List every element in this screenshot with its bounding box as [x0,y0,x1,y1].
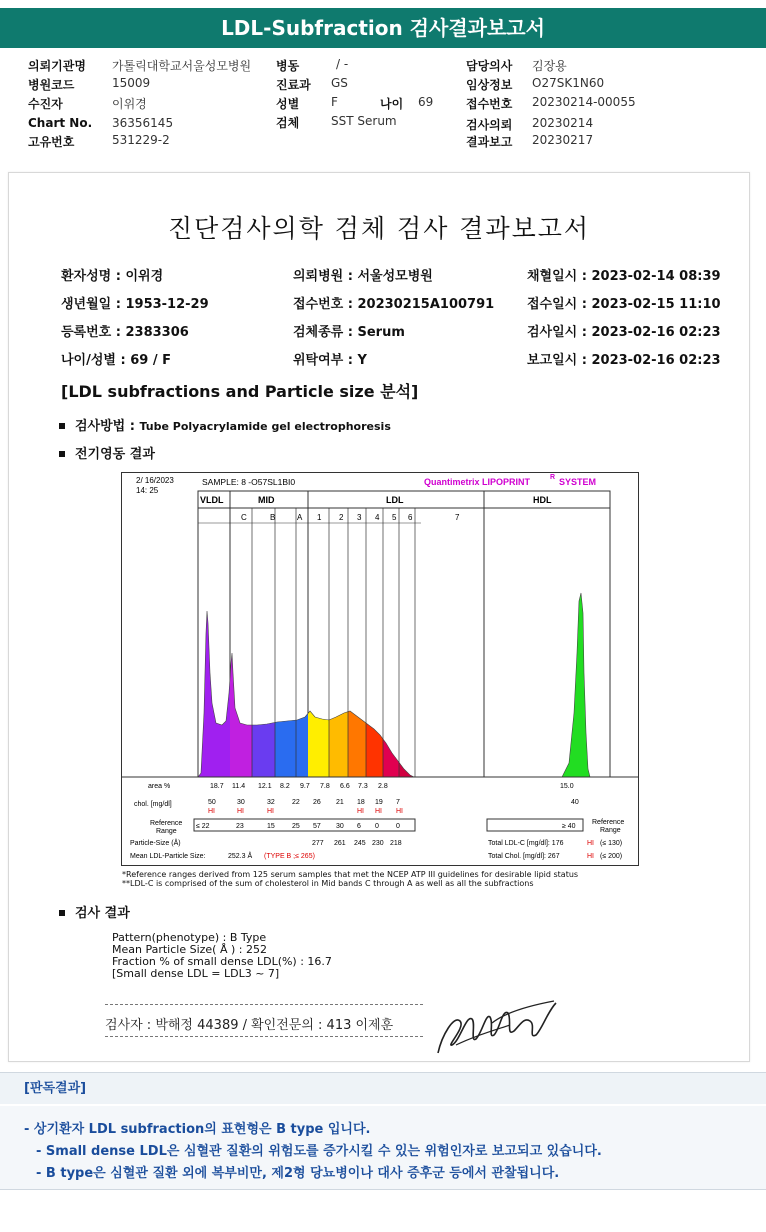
field-label: 접수번호 [466,97,513,111]
chol-value: 30 [237,799,245,806]
chol-value: 7 [396,799,400,806]
hdl-ref-label-2: Range [600,827,621,834]
particle-value: 230 [372,840,384,847]
report-header-title: LDL-Subfraction 검사결과보고서 [0,8,766,48]
field-label: 고유번호 [28,135,75,149]
field-value: 김장용 [532,59,567,73]
ref-row-group [196,823,576,830]
field-label: 검체 [276,116,300,130]
field-label: 진료과 [276,78,311,92]
result-label: 검사 결과 [75,906,130,921]
report-title: 진단검사의학 검체 검사 결과보고서 [167,214,591,243]
referring-hospital: 의뢰병원 : 서울성모병원 [293,269,433,284]
band-label: A [297,513,303,522]
result-item: Pattern(phenotype) : B Type [112,931,267,944]
bullet-icon [59,423,65,429]
area-value: 2.8 [378,783,388,790]
group-label-vldl: VLDL [200,495,224,505]
band-label: 5 [392,513,397,522]
signature-image [432,995,562,1057]
method-line [59,415,391,434]
verdict-line: - 상기환자 LDL subfraction의 표현형은 B type 입니다. [24,1122,371,1137]
total-chol: Total Chol. [mg/dl]: 267 [488,853,560,860]
result-item: [Small dense LDL = LDL3 ~ 7] [112,967,280,980]
band-labels-group [241,513,460,522]
field-value: / - [336,57,349,71]
patient-name: 환자성명 : 이위경 [61,269,164,284]
field-value: SST Serum [331,114,397,128]
particle-row-label: Particle-Size (Å) [130,840,181,847]
particle-row-group [312,840,402,847]
field-label: 결과보고 [466,135,513,149]
tested-time: 검사일시 : 2023-02-16 02:23 [527,325,721,340]
chol-hi-flag: HI [267,808,274,815]
chol-value: 26 [313,799,321,806]
ref-value: 0 [375,823,379,830]
ref-value: 23 [236,823,244,830]
field-label: 담당의사 [466,59,513,73]
chol-value: 19 [375,799,383,806]
chart-date: 2/ 16/2023 [136,476,174,485]
bullet-icon [59,451,65,457]
particle-value: 261 [334,840,346,847]
band-label: 7 [455,513,460,522]
field-value: F [331,95,338,109]
received-time: 접수일시 : 2023-02-15 11:10 [527,297,721,312]
group-label-ldl: LDL [386,495,404,505]
band-label: B [270,513,276,522]
field-value: O27SK1N60 [532,76,605,90]
field-label: 병동 [276,59,300,73]
hdl-chol-value: 40 [571,799,579,806]
area-value: 11.4 [232,783,246,790]
area-value: 7.8 [320,783,330,790]
chart-brand-suffix: SYSTEM [559,477,597,487]
electrophoresis-label: 전기영동 결과 [75,447,155,462]
band-label: 2 [339,513,344,522]
chart-time: 14: 25 [136,486,159,495]
ref-value: 57 [313,823,321,830]
area-segment [383,739,399,777]
area-segment [366,723,383,777]
result-item: Fraction % of small dense LDL(%) : 16.7 [112,955,332,968]
verdict-line: - Small dense LDL은 심혈관 질환의 위험도를 증가시킬 수 있는 위험인자로 보고되고 있습니다. [36,1144,602,1159]
chol-row-group [208,799,579,815]
chol-row-label: chol. [mg/dl] [134,801,172,808]
specimen-type: 검체종류 : Serum [293,325,405,340]
result-list [112,932,332,980]
total-chol-hi: HI [587,853,594,860]
lipoprint-chart-svg [122,473,638,865]
method-value: Tube Polyacrylamide gel electrophoresis [139,420,391,433]
field-value: 69 [418,95,434,109]
verdict-line: - B type은 심혈관 질환 외에 복부비만, 제2형 당뇨병이나 대사 증후군 등에서 관찰됩니다. [36,1166,560,1181]
total-ldl-ref: (≤ 130) [600,840,623,847]
area-segment [198,611,230,777]
chart-brand-reg: R [550,474,556,481]
chol-hi-flag: HI [208,808,215,815]
particle-value: 218 [390,840,402,847]
area-segment [252,722,275,777]
field-label: 검사의뢰 [466,118,513,132]
area-row-group [210,783,574,790]
area-segment [399,762,415,777]
band-label: 6 [408,513,413,522]
chol-hi-flag: HI [237,808,244,815]
group-label-hdl: HDL [533,495,552,505]
patient-reg-no: 등록번호 : 2383306 [61,325,189,340]
patient-age-sex: 나이/성별 : 69 / F [61,353,172,368]
ref-value: 15 [267,823,275,830]
method-label: 검사방법 : [75,419,140,434]
mean-size-value: 252.3 Å [228,853,253,860]
area-row-label: area % [148,783,171,790]
hdl-ref-label-1: Reference [592,819,625,826]
result-item: Mean Particle Size( Å ) : 252 [112,943,267,956]
field-label: Chart No. [28,116,93,130]
hdl-ref-value: ≥ 40 [562,823,576,830]
ref-value: 30 [336,823,344,830]
field-value: 15009 [112,76,151,90]
chart-sample: SAMPLE: 8 -O57SL1BI0 [202,477,296,487]
chol-value: 32 [267,799,275,806]
lipoprint-chart [121,472,639,866]
chol-value: 50 [208,799,216,806]
bullet-icon [59,910,65,916]
chol-value: 18 [357,799,365,806]
section-title: [LDL subfractions and Particle size 분석] [61,382,419,401]
chart-notes [122,870,578,888]
area-segment [230,653,252,777]
particle-value: 277 [312,840,324,847]
divider-bottom [105,1036,423,1037]
request-info [0,55,766,155]
area-value: 6.6 [340,783,350,790]
note-line: *Reference ranges derived from 125 serum samples that met the NCEP ATP III guidelines for desirable lipid status [122,870,579,879]
field-label: 병원코드 [28,78,75,92]
result-heading [59,902,130,921]
field-value: 이위경 [112,97,147,111]
chol-hi-flag: HI [357,808,364,815]
electrophoresis-heading [59,443,155,462]
field-value: 36356145 [112,116,174,130]
area-value: 9.7 [300,783,310,790]
field-label: 수진자 [28,97,63,111]
group-label-mid: MID [258,495,275,505]
area-value: 8.2 [280,783,290,790]
verdict-heading: [판독결과] [0,1072,766,1104]
field-label: 나이 [380,97,404,111]
field-label: 의뢰기관명 [28,59,86,73]
field-value: 20230214-00055 [532,95,636,109]
ref-value: 6 [357,823,361,830]
chol-hi-flag: HI [375,808,382,815]
field-label: 임상정보 [466,78,513,92]
total-ldl: Total LDL-C [mg/dl]: 176 [488,840,564,847]
chol-hi-flag: HI [396,808,403,815]
accession-no: 접수번호 : 20230215A100791 [293,297,495,312]
total-chol-ref: (≤ 200) [600,853,623,860]
mean-size-type: (TYPE B ;≤ 265) [264,853,315,860]
ref-value: 0 [396,823,400,830]
hdl-peak [562,593,590,777]
total-ldl-hi: HI [587,840,594,847]
area-value: 12.1 [258,783,272,790]
area-fill-group [198,593,590,777]
field-value: 20230217 [532,133,594,147]
reported-time: 보고일시 : 2023-02-16 02:23 [527,353,721,368]
chol-value: 21 [336,799,344,806]
ref-row-label-1: Reference [150,820,183,827]
particle-value: 245 [354,840,366,847]
field-value: 20230214 [532,116,594,130]
area-value: 7.3 [358,783,368,790]
area-segment [308,711,329,777]
verdict-body [0,1106,766,1190]
mean-size-label: Mean LDL-Particle Size: [130,853,206,860]
outsourced-flag: 위탁여부 : Y [293,353,367,368]
area-segment [329,712,348,777]
patient-birthdate: 생년월일 : 1953-12-29 [61,297,209,312]
band-label: 3 [357,513,362,522]
area-segment [275,713,308,777]
ref-range-box [194,819,415,831]
field-value: 531229-2 [112,133,170,147]
chol-value: 22 [292,799,300,806]
field-value: 가톨릭대학교서울성모병원 [112,59,252,73]
collection-time: 채혈일시 : 2023-02-14 08:39 [527,269,721,284]
chart-brand: Quantimetrix LIPOPRINT [424,477,531,487]
band-label: C [241,513,247,522]
tester-info: 검사자 : 박해정 44389 / 확인전문의 : 413 이제훈 [105,1018,394,1033]
band-label: 4 [375,513,380,522]
band-label: 1 [317,513,322,522]
note-line: **LDL-C is comprised of the sum of cholesterol in Mid bands C through A as well as all the subfractions [122,879,534,888]
area-value: 18.7 [210,783,224,790]
ref-row-label-2: Range [156,828,177,835]
ref-value: ≤ 22 [196,823,210,830]
field-label: 성별 [276,97,300,111]
divider-top [105,1004,423,1005]
field-value: GS [331,76,348,90]
hdl-area-value: 15.0 [560,783,574,790]
ref-value: 25 [292,823,300,830]
